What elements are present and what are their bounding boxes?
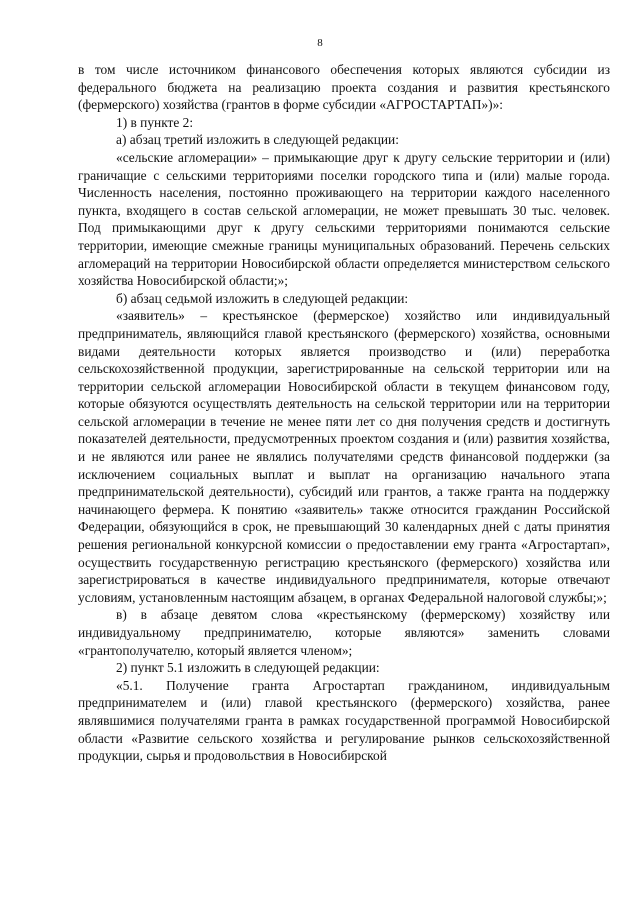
paragraph-subitem-a: а) абзац третий изложить в следующей редакции: (116, 132, 399, 148)
paragraph-subitem-c: в) в абзаце девятом слова «крестьянскому (фермерскому) хозяйству или индивидуальному предпринимателю, которые являются» заменить словами «грантополучателю, который является членом»; (78, 607, 610, 658)
paragraph-intro: в том числе источником финансового обеспечения которых являются субсидии из федерального бюджета на реализацию проекта создания и развития крестьянского (фермерского) хозяйства (грантов в форме субсидии «АГРОСТАРТАП»)»: (78, 62, 610, 113)
paragraph-item-1: 1) в пункте 2: (116, 114, 194, 130)
document-body (78, 61, 610, 765)
page-number: 8 (317, 37, 323, 49)
paragraph-applicant-definition: «заявитель» – крестьянское (фермерское) хозяйство или индивидуальный предприниматель, являющийся главой крестьянского (фермерского) хозяйства, основными видами деятельности которых является производство и (или) переработка сельскохозяйственной продукции, зарегистрированные на сельской территории или на территории сельской агломерации Новосибирской области в текущем финансовом году, которые обязуются осуществлять деятельность на сельской территории или на территории сельской агломерации в течение не менее пяти лет со дня получения средств и достигнуть показателей деятельности, предусмотренных проектом создания и (или) развития хозяйства, и не являются или ранее не являлись получателями средств финансовой поддержки (за исключением социальных выплат и выплат на организацию начального этапа предпринимательской деятельности), субсидий или грантов, а также гранта на поддержку начинающего фермера. К понятию «заявитель» также относится гражданин Российской Федерации, обязующийся в срок, не превышающий 30 календарных дней с даты принятия решения региональной конкурсной комиссии о предоставлении ему гранта «Агростартап», осуществить государственную регистрацию крестьянского (фермерского) хозяйства или зарегистрироваться в качестве индивидуального предпринимателя, которые отвечают условиям, установленным настоящим абзацем, в органах Федеральной налоговой службы;»; (78, 308, 610, 605)
paragraph-rural-agglomerations: «сельские агломерации» – примыкающие друг к другу сельские территории и (или) граничащие с сельскими территориями поселки городского типа и (или) малые города. Численность населения, постоянно проживающего на территории каждого населенного пункта, входящего в состав сельской агломерации, не может превышать 30 тыс. человек. Под примыкающими друг к другу сельскими территориями понимаются сельские территории, имеющие смежные границы муниципальных образований. Перечень сельских агломераций на территории Новосибирской области определяется министерством сельского хозяйства Новосибирской области;»; (78, 149, 610, 289)
paragraph-item-2: 2) пункт 5.1 изложить в следующей редакции: (116, 660, 380, 676)
paragraph-clause-5-1: «5.1. Получение гранта Агростартап гражданином, индивидуальным предпринимателем и (или) главой крестьянского (фермерского) хозяйства, ранее являвшимися получателями гранта в рамках государственной программой Новосибирской области «Развитие сельского хозяйства и регулирование рынков сельскохозяйственной продукции, сырья и продовольствия в Новосибирской (78, 677, 610, 764)
paragraph-subitem-b: б) абзац седьмой изложить в следующей редакции: (116, 290, 409, 306)
